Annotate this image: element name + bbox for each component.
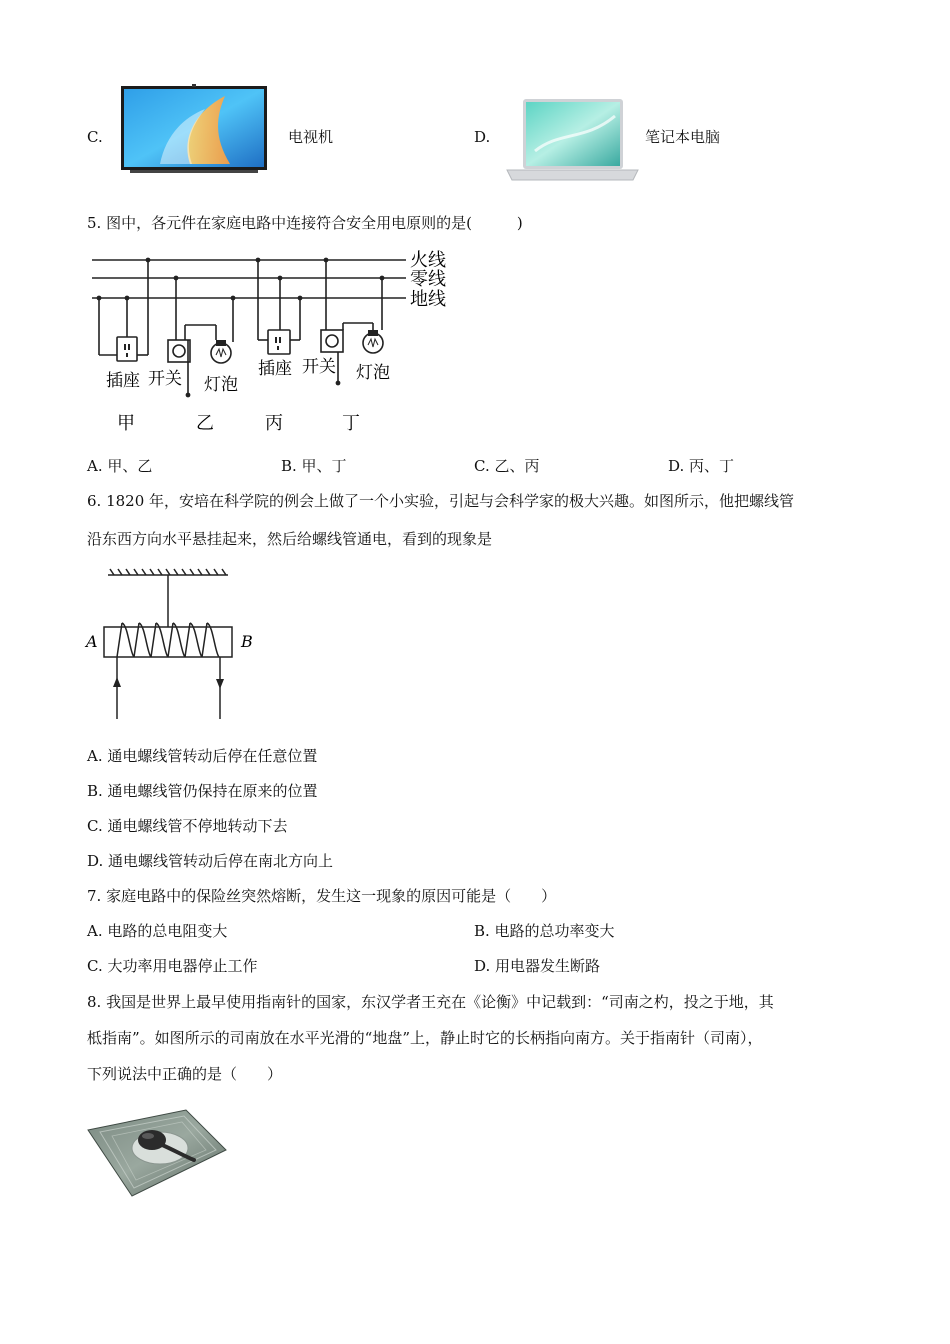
q4-option-c-label: 电视机	[288, 128, 334, 146]
label-neutral: 零线	[410, 269, 446, 290]
q4-option-d-letter: D.	[474, 128, 491, 146]
q6-option-a: A. 通电螺线管转动后停在任意位置	[87, 747, 318, 765]
q5-option-c: C. 乙、丙	[474, 457, 540, 475]
solenoid-diagram	[84, 565, 264, 725]
label-bulb-1: 灯泡	[204, 375, 238, 395]
sinan-compass-image	[86, 1098, 228, 1202]
label-yi: 乙	[196, 413, 214, 434]
label-bing: 丙	[265, 413, 283, 434]
q7-option-d: D. 用电器发生断路	[474, 957, 601, 975]
label-switch-2: 开关	[302, 357, 336, 377]
q4-option-d-label: 笔记本电脑	[645, 128, 721, 146]
q5-option-a: A. 甲、乙	[87, 457, 153, 475]
label-jia: 甲	[117, 413, 135, 434]
q6-stem-line2: 沿东西方向水平悬挂起来，然后给螺线管通电，看到的现象是	[87, 530, 493, 548]
q8-stem-line2: 柢指南”。如图所示的司南放在水平光滑的“地盘”上，静止时它的长柄指向南方。关于指南针（司南），	[87, 1029, 763, 1047]
q5-option-d: D. 丙、丁	[668, 457, 735, 475]
label-b: B	[241, 632, 253, 651]
q6-option-b: B. 通电螺线管仍保持在原来的位置	[87, 782, 318, 800]
q7-option-c: C. 大功率用电器停止工作	[87, 957, 258, 975]
q7-option-a: A. 电路的总电阻变大	[87, 922, 228, 940]
label-switch-1: 开关	[148, 369, 182, 389]
circuit-diagram	[88, 245, 460, 440]
q7-option-b: B. 电路的总功率变大	[474, 922, 615, 940]
q6-option-c: C. 通电螺线管不停地转动下去	[87, 817, 288, 835]
q5-stem: 5. 图中，各元件在家庭电路中连接符合安全用电原则的是( )	[87, 214, 523, 232]
label-socket-1: 插座	[106, 371, 140, 391]
q4-option-c-letter: C.	[87, 128, 103, 146]
laptop-image	[505, 96, 640, 184]
q8-stem-line1: 8. 我国是世界上最早使用指南针的国家，东汉学者王充在《论衡》中记载到：“司南之杓，投之于地，其	[87, 993, 774, 1011]
q7-stem: 7. 家庭电路中的保险丝突然熔断，发生这一现象的原因可能是（ ）	[87, 887, 557, 905]
label-live: 火线	[410, 250, 446, 271]
label-bulb-2: 灯泡	[356, 363, 390, 383]
label-socket-2: 插座	[258, 359, 292, 379]
q5-option-b: B. 甲、丁	[281, 457, 347, 475]
label-ground: 地线	[410, 289, 446, 310]
tv-image	[120, 84, 270, 176]
label-a: A	[86, 632, 98, 651]
q6-option-d: D. 通电螺线管转动后停在南北方向上	[87, 852, 334, 870]
q6-stem-line1: 6. 1820 年，安培在科学院的例会上做了一个小实验，引起与会科学家的极大兴趣。如图所示，他把螺线管	[87, 492, 795, 510]
label-ding: 丁	[342, 413, 360, 434]
q8-stem-line3: 下列说法中正确的是（ ）	[87, 1065, 283, 1083]
